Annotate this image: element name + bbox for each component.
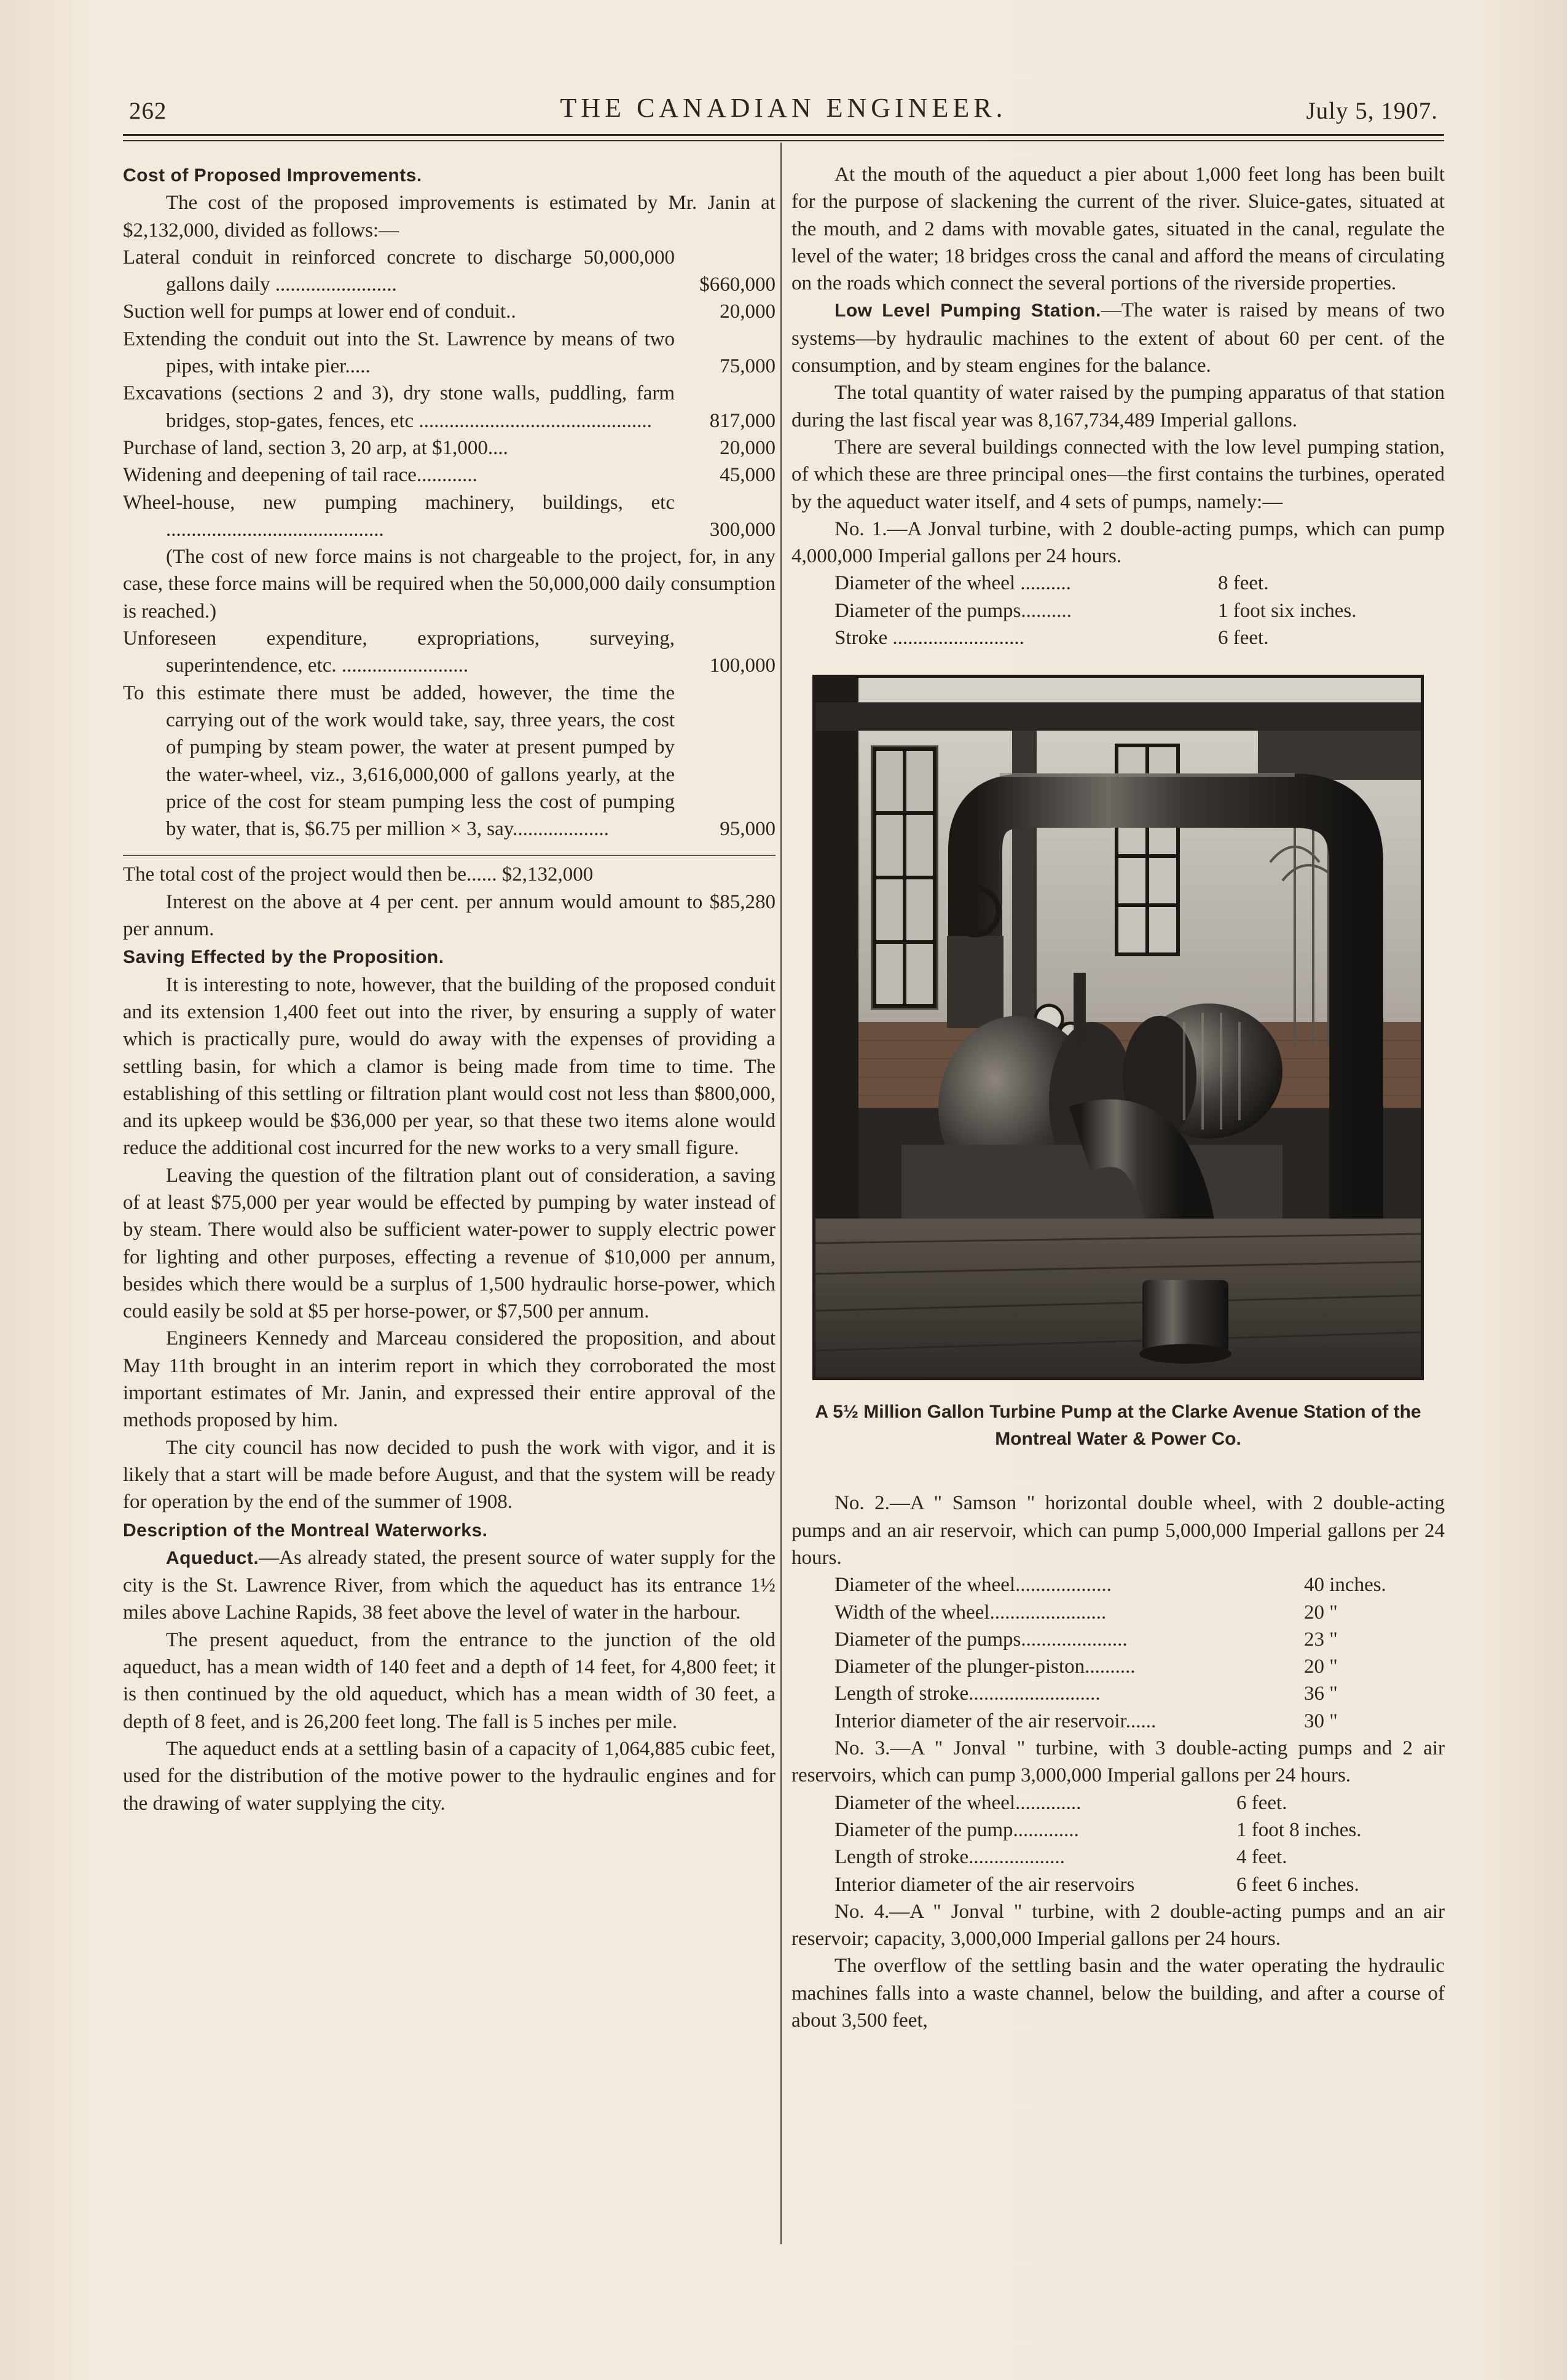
spec-row <box>835 1599 1445 1626</box>
cost-desc: Extending the conduit out into the St. Lawrence by means of two pipes, with intake pier..... <box>123 328 675 378</box>
photo-illustration <box>815 678 1421 1377</box>
spec-row <box>835 570 1445 597</box>
column-divider <box>780 143 782 2244</box>
pump-no1-paragraph: No. 1.—A Jonval turbine, with 2 double-acting pumps, which can pump 4,000,000 Imperial gallons per 24 hours. <box>791 517 1445 568</box>
spec-value: 30 " <box>1304 1710 1338 1732</box>
spec-label: Diameter of the wheel................... <box>835 1574 1112 1596</box>
spec-value: 1 foot six inches. <box>1218 599 1357 622</box>
page-header <box>129 92 1438 129</box>
cost-row <box>123 434 776 461</box>
spec-label: Interior diameter of the air reservoir...... <box>835 1710 1157 1732</box>
cost-amount: 20,000 <box>720 436 776 459</box>
spec-row <box>835 597 1445 624</box>
pump-no3-paragraph: No. 3.—A " Jonval " turbine, with 3 double-acting pumps and 2 air reservoirs, which can pump 3,000,000 Imperial gallons per 24 hours. <box>791 1737 1445 1787</box>
total-line: The total cost of the project would then be...... $2,132,000 <box>123 863 594 886</box>
spec-label: Stroke .......................... <box>835 627 1024 650</box>
spec-value: 40 inches. <box>1304 1574 1386 1596</box>
cost-row <box>123 461 776 489</box>
saving-paragraph-2: Leaving the question of the filtration plant out of consideration, a saving of at least $75,000 per year would be effected by pumping by water instead of by steam. There would also be sufficient water-power to supply electric power for lighting and other purposes, effecting a revenue of $10,000 per annum, besides which there would be a surplus of 1,500 hydraulic horse-power, which could easily be sold at $5 per horse-power, or $7,500 per annum. <box>123 1164 776 1323</box>
cost-row <box>123 489 776 544</box>
total-rule <box>123 855 776 856</box>
overflow-paragraph: The overflow of the settling basin and the water operating the hydraulic machines falls into a waste channel, below the building, and after a course of about 3,500 feet, <box>791 1955 1445 2032</box>
turbine-pump-photo <box>812 675 1424 1380</box>
cost-desc: Purchase of land, section 3, 20 arp, at $1,000.... <box>123 436 508 459</box>
cost-desc: Widening and deepening of tail race............ <box>123 464 477 487</box>
spec-label: Diameter of the wheel............. <box>835 1791 1082 1814</box>
cost-amount: 75,000 <box>720 355 776 378</box>
low-level-text: —The water is raised by means of two systems—by hydraulic machines to the extent of about 60 per cent. of the consumption, and by steam engines for the balance. <box>791 299 1445 377</box>
pump-no1-specs <box>835 570 1445 651</box>
pump-no2-paragraph: No. 2.—A " Samson " horizontal double wheel, with 2 double-acting pumps and an air reservoir, which can pump 5,000,000 Imperial gallons per 24 hours. <box>791 1492 1445 1569</box>
saving-heading: Saving Effected by the Proposition. <box>123 947 444 968</box>
spec-value: 6 feet. <box>1236 1791 1287 1814</box>
mouth-paragraph: At the mouth of the aqueduct a pier about 1,000 feet long has been built for the purpose of slackening the current of the river. Sluice-gates, situated at the mouth, and 2 dams with movable gates, situated in the canal, regulate the level of the water; 18 bridges cross the canal and afford the means of circulating on the roads which connect the several portions of the riverside properties. <box>791 163 1445 295</box>
cost-table-2 <box>123 625 776 842</box>
spec-row <box>835 624 1445 651</box>
spec-value: 23 " <box>1304 1628 1338 1651</box>
spec-label: Length of stroke................... <box>835 1846 1065 1869</box>
spec-label: Diameter of the pumps..................... <box>835 1628 1128 1651</box>
cost-row <box>123 298 776 325</box>
spec-value: 1 foot 8 inches. <box>1236 1818 1362 1841</box>
spec-value: 6 feet 6 inches. <box>1236 1873 1359 1896</box>
buildings-paragraph: There are several buildings connected with the low level pumping station, of which these are three principal ones—the first contains the turbines, operated by the aqueduct water itself, and 4 sets of pumps, namely:— <box>791 436 1445 513</box>
spec-label: Diameter of the wheel .......... <box>835 572 1071 595</box>
cost-amount: 100,000 <box>709 654 776 677</box>
total-quantity-paragraph: The total quantity of water raised by the pumping apparatus of that station during the last fiscal year was 8,167,734,489 Imperial gallons. <box>791 382 1445 431</box>
pump-no4-paragraph: No. 4.—A " Jonval " turbine, with 2 double-acting pumps and an air reservoir; capacity, 3,000,000 Imperial gallons per 24 hours. <box>791 1900 1445 1950</box>
interest-paragraph: Interest on the above at 4 per cent. per annum would amount to $85,280 per annum. <box>123 890 776 941</box>
spec-label: Diameter of the plunger-piston.......... <box>835 1655 1136 1678</box>
cost-amount: 95,000 <box>720 818 776 841</box>
spec-value: 6 feet. <box>1218 627 1269 650</box>
cost-amount: 45,000 <box>720 464 776 487</box>
spec-value: 20 " <box>1304 1655 1338 1678</box>
spec-value: 20 " <box>1304 1601 1338 1624</box>
cost-heading: Cost of Proposed Improvements. <box>123 165 422 186</box>
spec-row <box>835 1626 1445 1653</box>
pump-no2-specs <box>835 1571 1445 1735</box>
cost-desc: Excavations (sections 2 and 3), dry stone walls, puddling, farm bridges, stop-gates, fences, etc .............................................. <box>123 382 675 432</box>
spec-label: Width of the wheel....................... <box>835 1601 1107 1624</box>
cost-desc: Wheel-house, new pumping machinery, buildings, etc ........................................... <box>123 491 675 541</box>
spec-label: Diameter of the pump............. <box>835 1818 1079 1841</box>
spec-row <box>835 1680 1445 1707</box>
pump-no3-specs <box>835 1789 1445 1898</box>
header-rule <box>123 134 1444 136</box>
cost-desc: Unforeseen expenditure, expropriations, surveying, superintendence, etc. ......................... <box>123 627 675 677</box>
cost-amount: 300,000 <box>709 518 776 541</box>
journal-title: THE CANADIAN ENGINEER. <box>560 93 1007 123</box>
saving-paragraph-1: It is interesting to note, however, that the building of the proposed conduit and its extension 1,400 feet out into the river, by ensuring a supply of water which is practically pure, would do away with the expenses of providing a settling basin, for which a clamor is being made from time to time. The establishing of this settling or filtration plant would cost not less than $800,000, and its upkeep would be $36,000 per year, so that these two items alone would reduce the additional cost incurred for the new works to a very small figure. <box>123 973 776 1160</box>
waterworks-heading: Description of the Montreal Waterworks. <box>123 1520 488 1541</box>
cost-amount: 20,000 <box>720 300 776 323</box>
cost-table <box>123 244 776 543</box>
cost-note: (The cost of new force mains is not chargeable to the project, for, in any case, these force mains will be required when the 50,000,000 daily consumption is reached.) <box>123 546 776 622</box>
spec-row <box>835 1844 1445 1871</box>
right-column <box>791 161 1445 2034</box>
spec-row <box>835 1708 1445 1735</box>
spec-label: Interior diameter of the air reservoirs <box>835 1873 1135 1896</box>
left-column <box>123 161 776 1817</box>
cost-row <box>123 680 776 843</box>
aqueduct-text: —As already stated, the present source of water supply for the city is the St. Lawrence River, from which the aqueduct has its entrance 1½ miles above Lachine Rapids, 38 feet above the level of water in the harbour. <box>123 1546 776 1624</box>
cost-desc: Lateral conduit in reinforced concrete to discharge 50,000,000 gallons daily ........................ <box>123 246 675 296</box>
low-level-paragraph <box>791 297 1445 379</box>
cost-desc: Suction well for pumps at lower end of conduit.. <box>123 300 516 323</box>
cost-row <box>123 326 776 380</box>
aqueduct-heading: Aqueduct. <box>166 1547 259 1568</box>
spec-value: 8 feet. <box>1218 572 1269 595</box>
spec-row <box>835 1816 1445 1844</box>
spec-value: 36 " <box>1304 1683 1338 1705</box>
cost-row <box>123 244 776 299</box>
aqueduct-paragraph-3: The aqueduct ends at a settling basin of a capacity of 1,064,885 cubic feet, used for the distribution of the motive power to the hydraulic engines and for the drawing of water supplying the city. <box>123 1737 776 1815</box>
page-number: 262 <box>129 98 167 124</box>
photo-caption: A 5½ Million Gallon Turbine Pump at the Clarke Avenue Station of the Montreal Water & Power Co. <box>815 1402 1421 1450</box>
cost-amount: $660,000 <box>699 273 776 296</box>
spec-row <box>835 1871 1445 1898</box>
cost-amount: 817,000 <box>709 409 776 432</box>
saving-paragraph-4: The city council has now decided to push the work with vigor, and it is likely that a start will be made before August, and that the system will be ready for operation by the end of the summer of 1908. <box>123 1436 776 1514</box>
spec-value: 4 feet. <box>1236 1846 1287 1869</box>
spec-row <box>835 1653 1445 1680</box>
aqueduct-paragraph-2: The present aqueduct, from the entrance to the junction of the old aqueduct, has a mean width of 140 feet and a depth of 14 feet, for 4,800 feet; it is then continued by the old aqueduct, which has a mean width of 30 feet, a depth of 8 feet, and is 26,200 feet long. The fall is 5 inches per mile. <box>123 1628 776 1733</box>
low-level-heading: Low Level Pumping Station. <box>835 300 1101 321</box>
issue-date: July 5, 1907. <box>1306 98 1438 124</box>
header-rule-2 <box>123 140 1444 141</box>
spec-row <box>835 1789 1445 1816</box>
saving-paragraph-3: Engineers Kennedy and Marceau considered the proposition, and about May 11th brought in an interim report in which they corroborated the most important estimates of Mr. Janin, and expressed their entire approval of the methods proposed by him. <box>123 1327 776 1432</box>
aqueduct-paragraph-1 <box>123 1544 776 1627</box>
cost-intro: The cost of the proposed improvements is estimated by Mr. Janin at $2,132,000, divided as follows:— <box>123 192 776 242</box>
spec-label: Length of stroke.......................... <box>835 1683 1101 1705</box>
cost-row <box>123 625 776 680</box>
cost-desc: To this estimate there must be added, however, the time the carrying out of the work would take, say, three years, the cost of pumping by steam power, the water at present pumped by the water-wheel, viz., 3,616,000,000 of gallons yearly, at the price of the cost for steam pumping less the cost of pumping by water, that is, $6.75 per million × 3, say................... <box>123 681 675 841</box>
cost-row <box>123 380 776 434</box>
spec-row <box>835 1571 1445 1598</box>
spec-label: Diameter of the pumps.......... <box>835 599 1072 622</box>
